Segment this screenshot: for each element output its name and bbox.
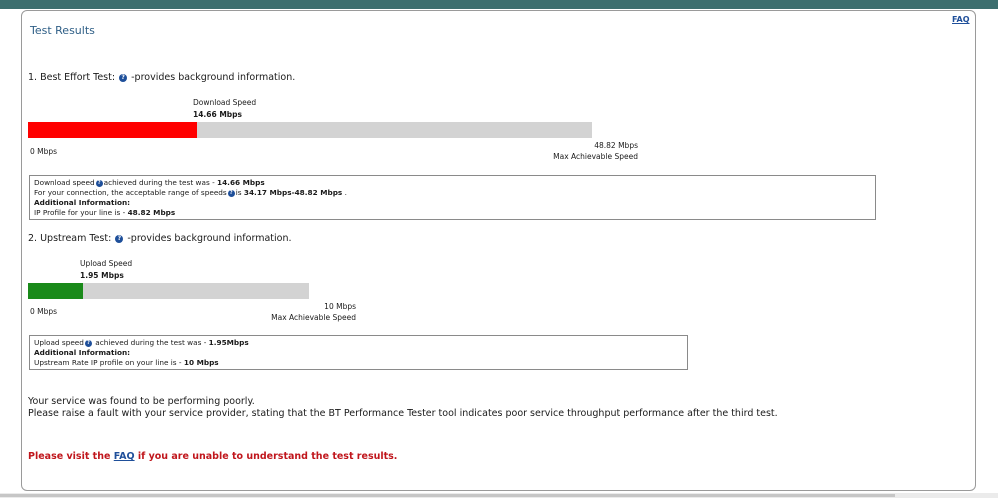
upload-speed-fill xyxy=(28,283,83,299)
download-heading-suffix: -provides background information. xyxy=(131,72,296,83)
upload-max-label: Max Achievable Speed xyxy=(271,313,356,322)
upload-speed-value: 1.95 Mbps xyxy=(80,271,124,280)
download-info-label: Download speed xyxy=(34,178,95,187)
upload-info-line-3 xyxy=(34,358,683,368)
faq-note-prefix: Please visit the xyxy=(28,451,114,462)
upload-heading-suffix: -provides background information. xyxy=(127,233,292,244)
range-info-value: 34.17 Mbps-48.82 Mbps xyxy=(243,188,343,197)
download-speed-bar xyxy=(28,122,592,138)
download-additional-info-heading: Additional Information: xyxy=(34,198,131,207)
download-max-value: 48.82 Mbps xyxy=(594,141,638,150)
help-icon[interactable]: ? xyxy=(119,74,127,82)
page-title: Test Results xyxy=(30,24,95,37)
range-info-text: is xyxy=(235,188,244,197)
upload-speed-label: Upload Speed xyxy=(80,259,133,268)
download-info-line-4 xyxy=(34,208,871,218)
upstream-profile-value: 10 Mbps xyxy=(183,358,219,367)
horizontal-scrollbar[interactable] xyxy=(0,493,998,498)
upload-additional-info-heading: Additional Information: xyxy=(34,348,131,357)
download-speed-value: 14.66 Mbps xyxy=(193,110,242,119)
download-test-heading xyxy=(28,72,295,83)
upload-test-heading xyxy=(28,233,292,244)
upstream-profile-label: Upstream Rate IP profile on your line is - xyxy=(34,358,184,367)
result-line-2: Please raise a fault with your service provider, stating that the BT Performance Tester tool indicates poor service throughput performance after the third test. xyxy=(28,408,778,419)
upload-heading-prefix: 2. Upstream Test: xyxy=(28,233,112,244)
upload-info-label: Upload speed xyxy=(34,338,84,347)
result-message xyxy=(28,396,778,420)
download-min-label: 0 Mbps xyxy=(30,147,58,156)
upload-speed-bar xyxy=(28,283,309,299)
ip-profile-label: IP Profile for your line is - xyxy=(34,208,128,217)
help-icon[interactable]: ? xyxy=(228,190,235,197)
faq-note xyxy=(28,451,397,462)
faq-link[interactable]: FAQ xyxy=(952,15,970,24)
help-icon[interactable]: ? xyxy=(85,340,92,347)
help-icon[interactable]: ? xyxy=(115,235,123,243)
upload-info-line-1 xyxy=(34,338,683,348)
scrollbar-thumb[interactable] xyxy=(0,494,895,497)
result-line-1: Your service was found to be performing poorly. xyxy=(28,396,255,407)
download-heading-prefix: 1. Best Effort Test: xyxy=(28,72,116,83)
range-info-label: For your connection, the acceptable range of speeds xyxy=(34,188,227,197)
download-speed-fill xyxy=(28,122,197,138)
download-info-line-1 xyxy=(34,178,871,188)
upload-info-value: 1.95Mbps xyxy=(208,338,249,347)
help-icon[interactable]: ? xyxy=(96,180,103,187)
download-max-label: Max Achievable Speed xyxy=(553,152,638,161)
download-info-line-2 xyxy=(34,188,871,198)
upload-info-text: achieved during the test was - xyxy=(92,338,209,347)
range-info-suffix: . xyxy=(342,188,347,197)
faq-note-link[interactable]: FAQ xyxy=(113,451,135,462)
upload-min-label: 0 Mbps xyxy=(30,307,58,316)
top-banner xyxy=(0,0,998,9)
ip-profile-value: 48.82 Mbps xyxy=(127,208,176,217)
download-info-value: 14.66 Mbps xyxy=(217,178,265,187)
upload-info-box xyxy=(29,335,688,370)
download-info-text: achieved during the test was - xyxy=(103,178,218,187)
download-speed-label: Download Speed xyxy=(193,98,257,107)
download-info-box xyxy=(29,175,876,220)
upload-max-value: 10 Mbps xyxy=(324,302,356,311)
faq-note-suffix: if you are unable to understand the test results. xyxy=(134,451,398,462)
